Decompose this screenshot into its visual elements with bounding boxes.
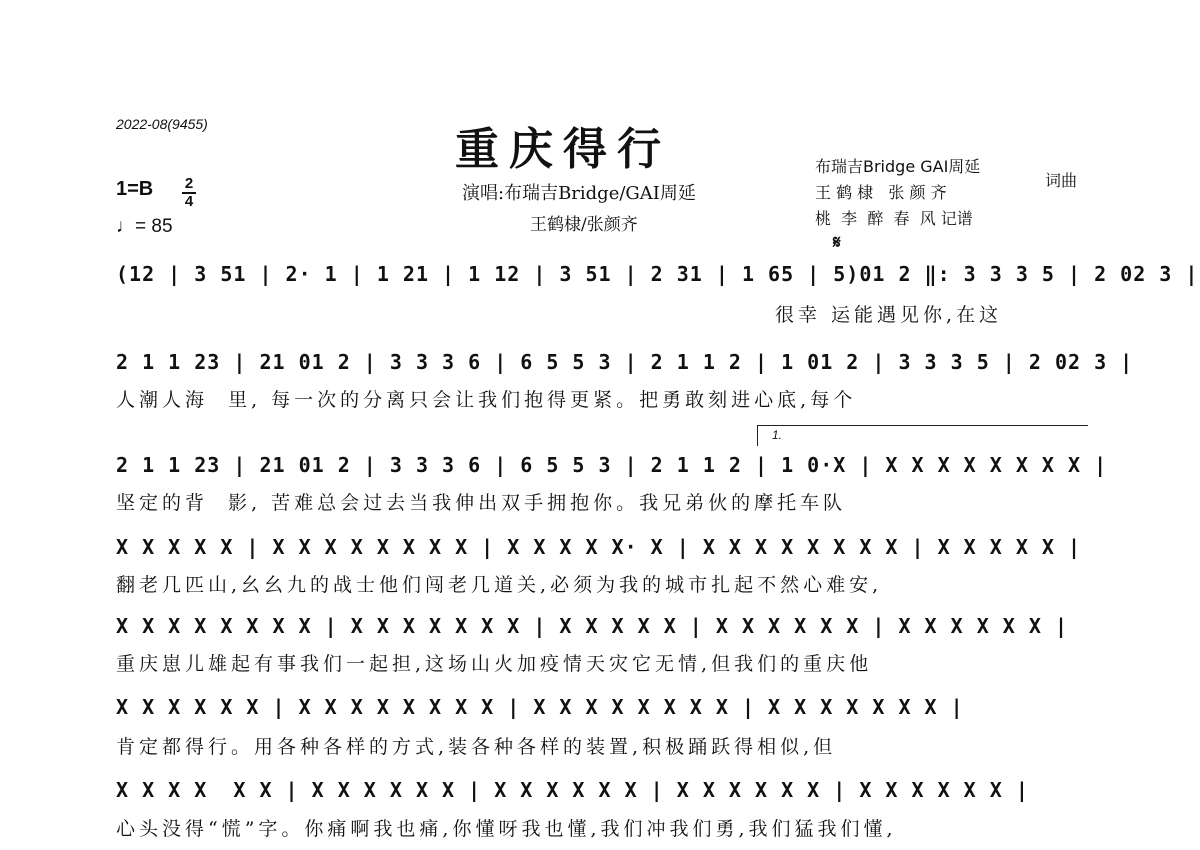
score-row-lyrics: 重庆崽儿雄起有事我们一起担,这场山火加疫情天灾它无情,但我们的重庆他	[116, 653, 873, 675]
song-title: 重庆得行	[455, 124, 671, 175]
date-code: 2022-08(9455)	[116, 116, 208, 132]
time-signature	[182, 176, 196, 210]
score-row-notes: 2 1 1 23 | 21 01 2 | 3 3 3 6 | 6 5 5 3 | 2 1 1 2 | 1 0·X | X X X X X X X X |	[116, 453, 1108, 477]
singer-line: 演唱:布瑞吉Bridge/GAI周延	[462, 183, 696, 204]
volta-bracket	[757, 425, 1088, 446]
segno-icon: 𝄋	[833, 232, 841, 253]
credit-writers: 布瑞吉Bridge GAI周延	[815, 157, 981, 176]
score-row-notes: (12 | 3 51 | 2· 1 | 1 21 | 1 12 | 3 51 | 2 31 | 1 65 | 5)01 2 ‖: 3 3 3 5 | 2 02 3 |	[116, 262, 1199, 286]
score-row-notes: 2 1 1 23 | 21 01 2 | 3 3 3 6 | 6 5 5 3 | 2 1 1 2 | 1 01 2 | 3 3 3 5 | 2 02 3 |	[116, 350, 1134, 374]
volta-label: 1.	[772, 428, 783, 442]
credit-transcriber: 桃 李 醉 春 风 记谱	[815, 209, 973, 228]
score-row-lyrics: 心头没得“慌”字。你痛啊我也痛,你懂呀我也懂,我们冲我们勇,我们猛我们懂,	[116, 818, 897, 840]
key-signature: 1=B	[116, 178, 154, 200]
score-row-notes: X X X X X X | X X X X X X X X | X X X X X X X X | X X X X X X X |	[116, 695, 964, 719]
score-row-lyrics: 坚定的背 影, 苦难总会过去当我伸出双手拥抱你。我兄弟伙的摩托车队	[116, 492, 847, 514]
score-row-lyrics: 人潮人海 里, 每一次的分离只会让我们抱得更紧。把勇敢刻进心底,每个	[116, 389, 857, 411]
score-row-notes: X X X X X X X X | X X X X X X X | X X X X X | X X X X X X | X X X X X X |	[116, 614, 1068, 638]
time-top: 2	[184, 175, 194, 192]
tempo-mark: ♩= 85	[116, 216, 173, 237]
score-row-lyrics: 翻老几匹山,幺幺九的战士他们闯老几道关,必须为我的城市扎起不然心难安,	[116, 574, 883, 596]
score-row-notes: X X X X X | X X X X X X X X | X X X X X· X | X X X X X X X X | X X X X X |	[116, 535, 1082, 559]
singer-line-2: 王鹤棣/张颜齐	[530, 215, 638, 235]
score-row-notes: X X X X X X | X X X X X X | X X X X X X | X X X X X X | X X X X X X |	[116, 778, 1029, 802]
credit-composers: 王 鹤 棣 张 颜 齐	[815, 183, 947, 202]
score-row-lyrics: 肯定都得行。用各种各样的方式,装各种各样的装置,积极踊跃得相似,但	[116, 736, 837, 758]
credit-role: 词曲	[1045, 171, 1078, 190]
score-row-lyrics: 很幸 运能遇见你,在这	[775, 304, 1003, 326]
time-bottom: 4	[184, 193, 194, 210]
